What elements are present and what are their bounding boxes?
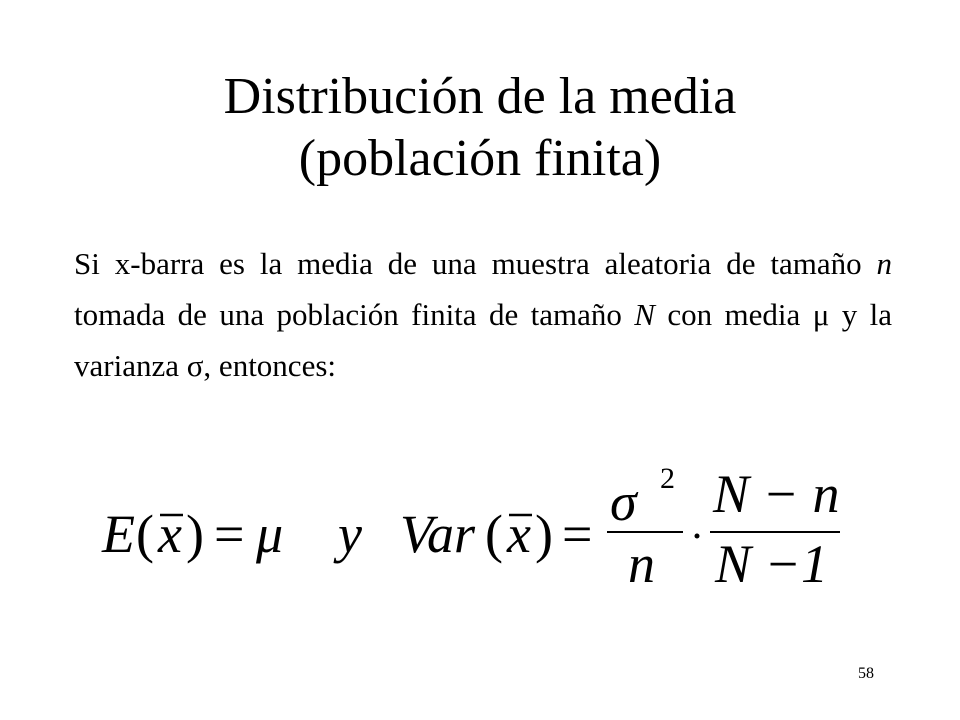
- formula-n-denominator: n: [628, 534, 655, 594]
- page-number: 58: [858, 665, 874, 682]
- formula-svg: [100, 460, 860, 600]
- formula-x-1: x: [158, 504, 182, 564]
- formula-paren-close-2: ): [535, 504, 553, 564]
- formula-block: [100, 460, 860, 600]
- formula-dot: [695, 534, 700, 539]
- variable-N: N: [634, 297, 655, 332]
- formula-paren-open-2: (: [485, 504, 503, 564]
- slide-title: [0, 66, 960, 190]
- formula-sigma: σ: [610, 472, 637, 532]
- formula-paren-open-1: (: [136, 504, 154, 564]
- formula-equals-1: =: [214, 504, 245, 564]
- formula-x-2: x: [507, 504, 531, 564]
- formula-N-minus-1: N −1: [715, 534, 828, 594]
- variable-n: n: [876, 246, 892, 281]
- title-line-1: Distribución de la media: [223, 68, 737, 125]
- formula-paren-close-1: ): [186, 504, 204, 564]
- formula-N-minus-n: N − n: [713, 464, 840, 524]
- formula-Var: Var: [400, 504, 476, 564]
- formula-mu: μ: [256, 504, 284, 564]
- formula-equals-2: =: [562, 504, 593, 564]
- body-paragraph: [74, 238, 892, 391]
- body-part-3: con media μ y la varianza σ, entonces:: [74, 297, 892, 383]
- formula-y: y: [338, 504, 362, 564]
- body-part-2: tomada de una población finita de tamaño: [74, 297, 635, 332]
- formula-exponent-2: 2: [660, 462, 675, 495]
- title-line-2: (población finita): [298, 130, 662, 187]
- formula-E: E: [102, 504, 135, 564]
- body-part-1: Si x-barra es la media de una muestra aleatoria de tamaño: [74, 246, 877, 281]
